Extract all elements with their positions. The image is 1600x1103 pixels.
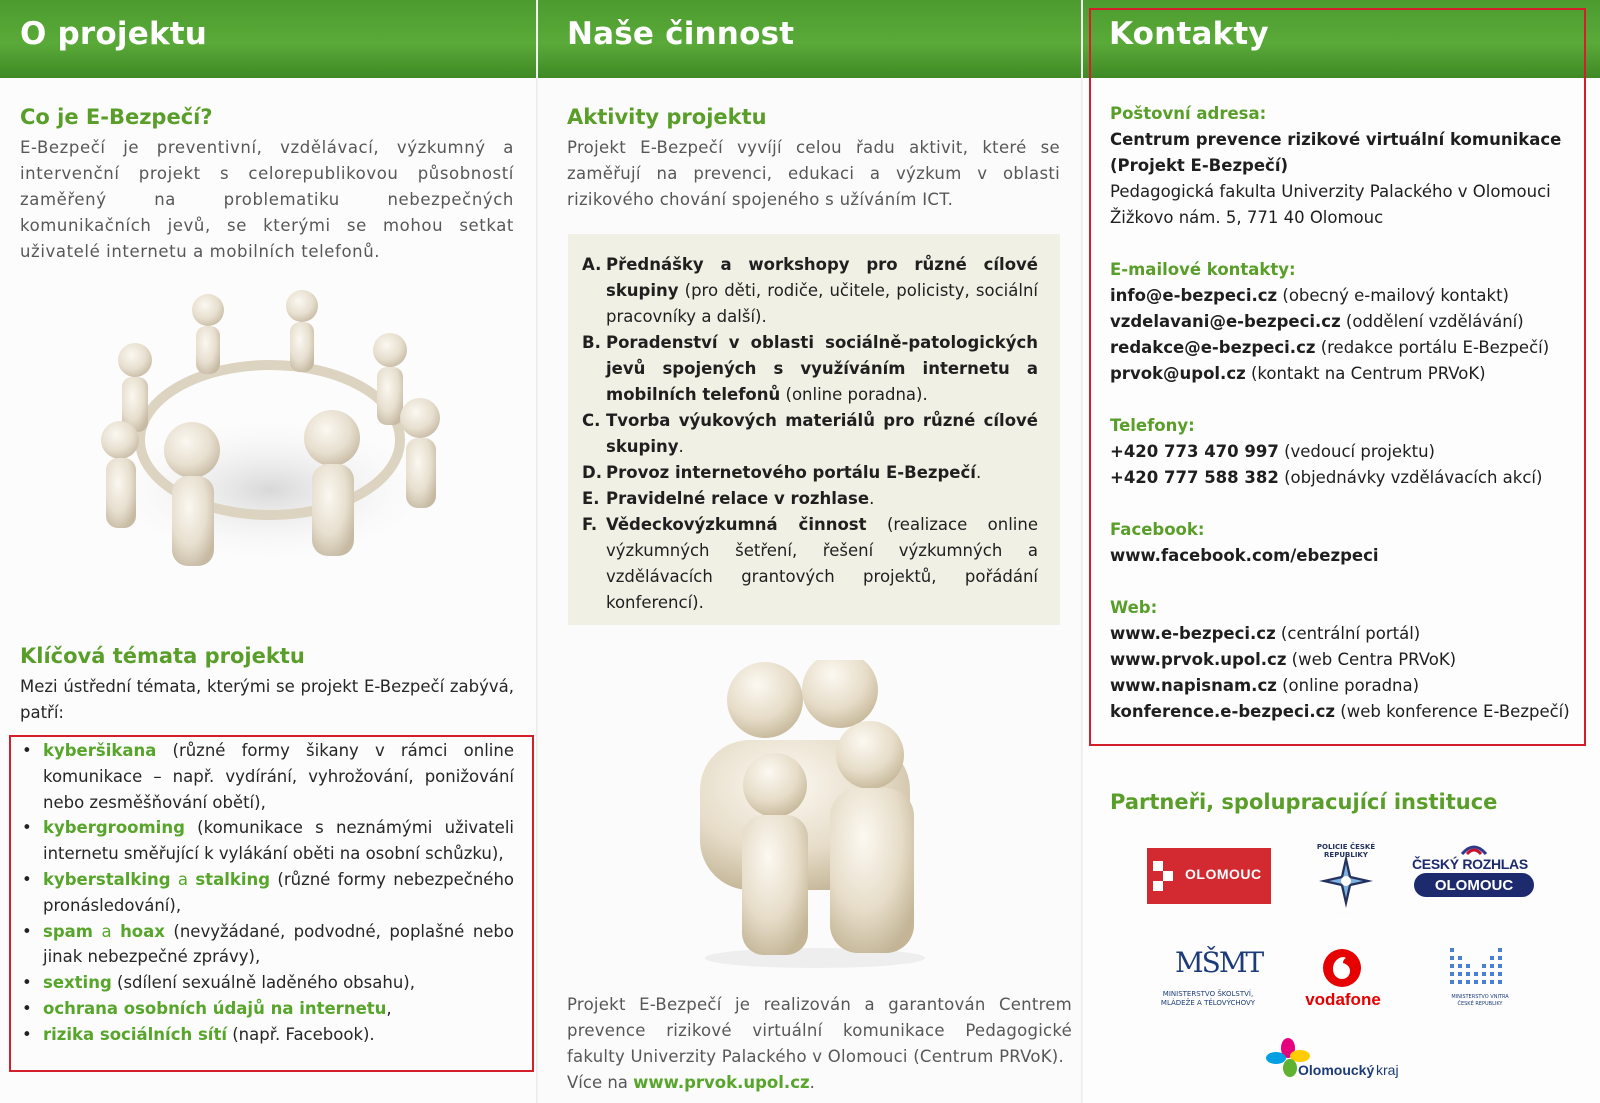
email-note: (oddělení vzdělávání) [1340, 312, 1524, 331]
web-row [1110, 676, 1419, 695]
activity-title: Přednášky a workshopy pro různé cílové skupiny [606, 255, 1038, 300]
topic-desc: (komunikace s neznámými uživateli internetu směřující k vylákání oběti na osobní schůzku), [43, 818, 514, 864]
heading-klicova-temata: Klíčová témata projektu [20, 644, 305, 668]
web-note: (centrální portál) [1275, 624, 1421, 643]
activity-desc: . [869, 489, 875, 508]
rozhlas-name: ČESKÝ ROZHLAS [1412, 856, 1528, 872]
activity-item [582, 512, 1038, 616]
fold-line [1081, 0, 1083, 1103]
fold-line [536, 0, 538, 1103]
topic-desc: (nevyžádané, podvodné, poplašné nebo jinak nebezpečné zprávy), [43, 921, 514, 967]
activity-title: Poradenství v oblasti sociálně-patologických jevů spojených s využíváním internetu a mobilních telefonů [606, 333, 1038, 404]
cesky-rozhlas-logo[interactable] [1410, 846, 1536, 898]
olomouc-logo[interactable] [1147, 848, 1271, 904]
web-link[interactable]: www.e-bezpeci.cz [1110, 624, 1276, 643]
rozhlas-city: OLOMOUC [1434, 877, 1514, 894]
paragraph-activities: Projekt E-Bezpečí vyvíjí celou řadu aktivit, které se zaměřují na prevenci, edukaci a výzkum v oblasti rizikového chování spojeného s užíváním ICT. [567, 138, 1060, 209]
heading-partners: Partneři, spolupracující instituce [1110, 790, 1498, 814]
msmt-sub1: MINISTERSTVO ŠKOLSTVÍ, [1162, 990, 1254, 998]
paragraph-footer: Projekt E-Bezpečí je realizován a garantován Centrem prevence rizikové virtuální komunikace Pedagogické fakulty Univerzity Palackého v Olomouci (Centrum PRVoK). [567, 995, 1072, 1066]
activity-desc: (realizace online výzkumných šetření, řešení výzkumných a vzdělávacích grantových projektů, pořádání konferencí). [606, 515, 1038, 612]
activity-title: Pravidelné relace v rozhlase [606, 489, 870, 508]
web-note: (web konference E-Bezpečí) [1335, 702, 1570, 721]
activity-item [582, 408, 1038, 460]
phone-row [1110, 468, 1542, 487]
mvcr-logo[interactable] [1440, 948, 1520, 1010]
kraj-wordmark: Olomoucký [1298, 1062, 1375, 1078]
web-link[interactable]: konference.e-bezpeci.cz [1110, 702, 1336, 721]
email-link[interactable]: info@e-bezpeci.cz [1110, 286, 1278, 305]
topic-term: kyberstalking [43, 869, 171, 889]
prvok-link[interactable]: www.prvok.upol.cz [633, 1073, 810, 1092]
heading-co-je: Co je E-Bezpečí? [20, 105, 213, 129]
vodafone-speechmark-icon [1322, 948, 1362, 988]
email-note: (redakce portálu E-Bezpečí) [1315, 338, 1550, 357]
topic-term: ochrana osobních údajů na internetu [43, 998, 387, 1018]
web-note: (online poradna) [1276, 676, 1420, 695]
msmt-logo[interactable] [1145, 946, 1271, 1010]
activity-desc: . [975, 463, 982, 482]
kraj-wordmark-2: kraj [1376, 1062, 1399, 1078]
activity-letter: B. [582, 333, 601, 352]
rozhlas-wave-icon [1460, 842, 1488, 856]
activity-letter: A. [582, 255, 602, 274]
activity-desc: (online poradna). [780, 385, 928, 404]
label-emails: E-mailové kontakty: [1110, 260, 1296, 279]
msmt-mark: MŠMT [1175, 946, 1263, 979]
topic-term: kybergrooming [43, 818, 185, 838]
web-link[interactable]: www.prvok.upol.cz [1110, 650, 1287, 669]
activity-item [582, 330, 1038, 408]
web-row [1110, 650, 1456, 669]
facebook-link[interactable]: www.facebook.com/ebezpeci [1110, 546, 1379, 565]
activity-item [582, 460, 1038, 486]
topic-term: stalking [195, 869, 271, 889]
header-bar-o-projektu [0, 0, 536, 78]
circle-figures-illustration [80, 290, 460, 590]
topic-term: spam [43, 921, 93, 941]
activity-item [582, 486, 1038, 512]
label-phones: Telefony: [1110, 416, 1195, 435]
section-title: Naše činnost [567, 16, 795, 52]
label-web: Web: [1110, 598, 1158, 617]
more-info-label: Více na [567, 1073, 634, 1092]
postal-faculty: Pedagogická fakulta Univerzity Palackého v Olomouci [1110, 182, 1551, 201]
topic-term: sexting [43, 973, 112, 993]
phone-note: (objednávky vzdělávacích akcí) [1278, 468, 1543, 487]
phone-row [1110, 442, 1435, 461]
mvcr-mark-icon [1450, 948, 1510, 990]
phone-number[interactable]: +420 777 588 382 [1110, 468, 1279, 487]
topic-desc: (např. Facebook). [226, 1024, 375, 1044]
web-note: (web Centra PRVoK) [1286, 650, 1457, 669]
mvcr-text2: ČESKÉ REPUBLIKY [1457, 1001, 1503, 1007]
header-bar-nase-cinnost [538, 0, 1081, 78]
mvcr-text1: MINISTERSTVO VNITRA [1451, 994, 1509, 1000]
web-link[interactable]: www.napisnam.cz [1110, 676, 1277, 695]
topic-desc: (různé formy nebezpečného pronásledování), [43, 869, 514, 915]
phone-note: (vedoucí projektu) [1278, 442, 1435, 461]
email-note: (obecný e-mailový kontakt) [1277, 286, 1509, 305]
email-row [1110, 338, 1549, 357]
postal-project: (Projekt E-Bezpečí) [1110, 156, 1289, 175]
activity-letter: F. [582, 515, 598, 534]
family-figures-illustration [680, 660, 950, 970]
activity-item [582, 252, 1038, 330]
topic-desc: , [386, 998, 392, 1018]
topic-term: rizika sociálních sítí [43, 1024, 227, 1044]
activity-letter: C. [582, 411, 601, 430]
policie-logo-text: POLICIE ČESKÉ REPUBLIKY [1316, 843, 1376, 859]
more-info-end: . [809, 1073, 815, 1092]
email-link[interactable]: prvok@upol.cz [1110, 364, 1246, 383]
activity-desc: . [678, 437, 684, 456]
email-row [1110, 312, 1524, 331]
paragraph-about: E-Bezpečí je preventivní, vzdělávací, výzkumný a intervenční projekt s celorepublikovou působností zaměřený na problematiku nebezpečných komunikačních jevů, se kterými se mohou setkat uživatelé internetu a mobilních telefonů. [20, 138, 514, 261]
activities-list [582, 252, 1038, 616]
msmt-sub2: MLÁDEŽE A TĚLOVÝCHOVY [1160, 999, 1256, 1007]
olomouc-logo-text: OLOMOUC [1185, 866, 1262, 882]
highlight-frame-topics [9, 735, 534, 1072]
email-row [1110, 364, 1486, 383]
email-link[interactable]: vzdelavani@e-bezpeci.cz [1110, 312, 1341, 331]
heading-aktivity: Aktivity projektu [567, 105, 767, 129]
olomoucky-kraj-logo[interactable] [1266, 1038, 1406, 1086]
topic-term: hoax [120, 921, 165, 941]
web-row [1110, 624, 1420, 643]
vodafone-wordmark: vodafone [1305, 990, 1381, 1009]
activity-desc: (pro děti, rodiče, učitele, policisty, sociální pracovníky a další). [606, 281, 1038, 326]
postal-org: Centrum prevence rizikové virtuální komunikace [1110, 130, 1562, 149]
paragraph-topics-intro: Mezi ústřední témata, kterými se projekt E-Bezpečí zabývá, patří: [20, 677, 514, 722]
activity-letter: D. [582, 463, 602, 482]
postal-address: Žižkovo nám. 5, 771 40 Olomouc [1110, 208, 1384, 227]
topic-desc: (různé formy šikany v rámci online komunikace – např. vydírání, vyhrožování, ponižování nebo zesměšňování obětí), [43, 741, 514, 812]
phone-number[interactable]: +420 773 470 997 [1110, 442, 1279, 461]
topic-desc: (sdílení sexuálně laděného obsahu), [111, 973, 415, 993]
activity-letter: E. [582, 489, 600, 508]
topic-term: kyberšikana [43, 741, 157, 760]
label-postal: Poštovní adresa: [1110, 104, 1267, 123]
web-row [1110, 702, 1570, 721]
page-title: O projektu [20, 16, 208, 52]
topic-joiner: a [92, 921, 121, 941]
activity-title: Vědeckovýzkumná činnost [606, 515, 867, 534]
topic-joiner: a [170, 869, 196, 889]
vodafone-logo[interactable] [1290, 948, 1396, 1010]
activity-title: Provoz internetového portálu E-Bezpečí [606, 463, 976, 482]
email-row [1110, 286, 1509, 305]
email-note: (kontakt na Centrum PRVoK) [1245, 364, 1486, 383]
section-title: Kontakty [1109, 16, 1269, 52]
more-info-line [567, 1070, 967, 1096]
label-facebook: Facebook: [1110, 520, 1205, 539]
email-link[interactable]: redakce@e-bezpeci.cz [1110, 338, 1316, 357]
activity-title: Tvorba výukových materiálů pro různé cílové skupiny [606, 411, 1038, 456]
